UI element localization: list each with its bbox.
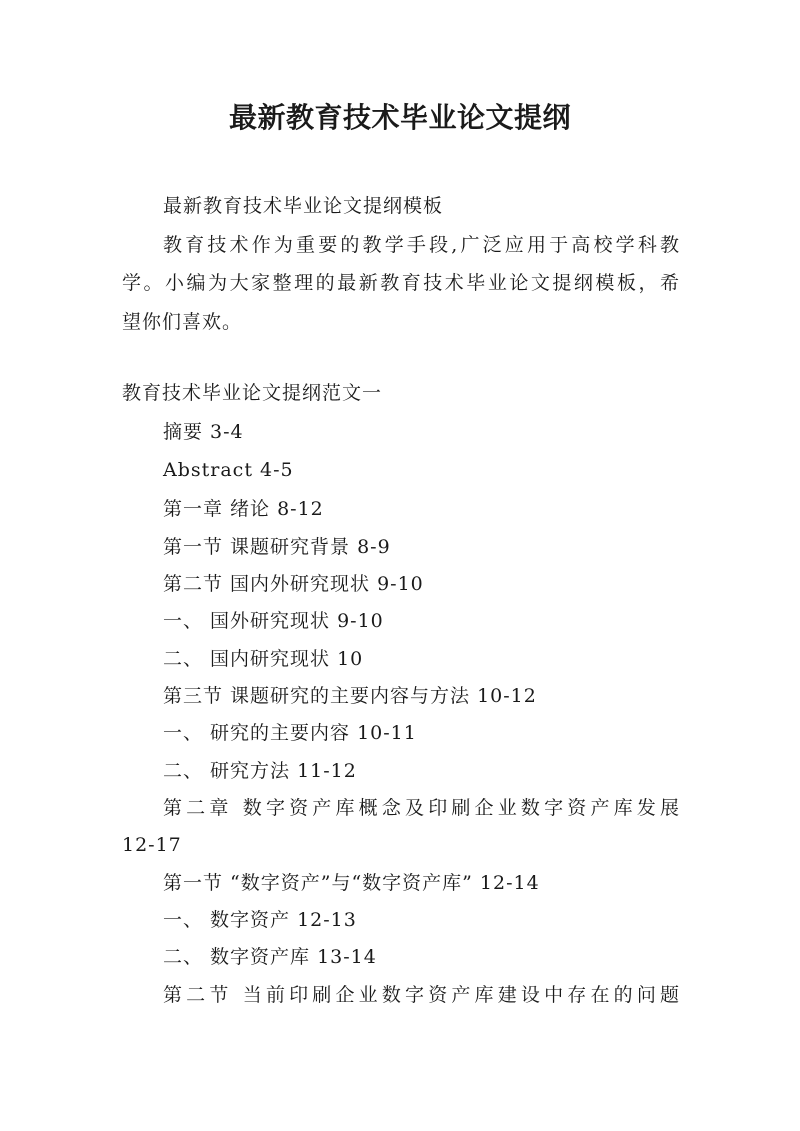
document-title: 最新教育技术毕业论文提纲 xyxy=(228,101,571,134)
outline-item: 第一章 绪论 8-12 xyxy=(163,498,324,520)
outline-item: 第一节 “数字资产”与“数字资产库” 12-14 xyxy=(163,872,540,894)
outline-item: Abstract 4-5 xyxy=(163,459,294,481)
outline-item-continued: 12-17 xyxy=(122,834,182,856)
outline-item: 摘要 3-4 xyxy=(163,421,244,443)
outline-item: 第二节 当前印刷企业数字资产库建设中存在的问题 xyxy=(163,984,680,1006)
outline-item: 一、 国外研究现状 9-10 xyxy=(163,610,384,632)
outline-item: 二、 研究方法 11-12 xyxy=(163,760,357,782)
outline-item: 第二节 国内外研究现状 9-10 xyxy=(163,573,424,595)
section-heading: 教育技术毕业论文提纲范文一 xyxy=(122,382,383,404)
outline-item: 一、 数字资产 12-13 xyxy=(163,909,357,931)
intro-line-2: 教育技术作为重要的教学手段,广泛应用于高校学科教 xyxy=(163,234,680,256)
intro-line-4: 望你们喜欢。 xyxy=(122,311,243,333)
intro-line-3: 学。小编为大家整理的最新教育技术毕业论文提纲模板，希 xyxy=(122,272,680,294)
outline-item: 二、 数字资产库 13-14 xyxy=(163,946,377,968)
outline-item: 第一节 课题研究背景 8-9 xyxy=(163,536,391,558)
outline-item: 二、 国内研究现状 10 xyxy=(163,648,364,670)
outline-item: 第三节 课题研究的主要内容与方法 10-12 xyxy=(163,685,537,707)
outline-item: 一、 研究的主要内容 10-11 xyxy=(163,722,417,744)
outline-item: 第二章 数字资产库概念及印刷企业数字资产库发展 xyxy=(163,797,680,819)
intro-line-1: 最新教育技术毕业论文提纲模板 xyxy=(163,195,444,217)
